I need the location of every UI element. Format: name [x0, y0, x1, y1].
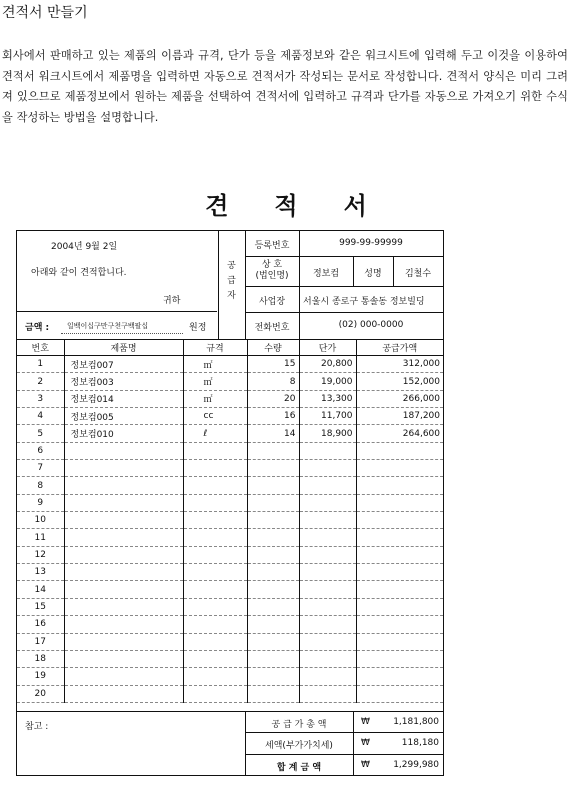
- table-row: [17, 650, 443, 667]
- table-row: [17, 616, 443, 633]
- col-qty-cell: [247, 633, 299, 650]
- col-no-cell: 10: [17, 512, 64, 529]
- table-row: [17, 512, 443, 529]
- rep-name-label: 성명: [364, 269, 382, 279]
- amount-unit: 원정: [189, 323, 207, 333]
- col-no-cell: 16: [17, 616, 64, 633]
- col-spec-cell: [183, 512, 247, 529]
- col-spec-cell: [183, 650, 247, 667]
- col-supply-amount-cell: [356, 616, 443, 633]
- col-product-cell: [64, 564, 183, 581]
- supply-total-label: 공 급 가 총 액: [271, 720, 327, 730]
- col-qty-cell: [247, 512, 299, 529]
- table-row: [17, 546, 443, 563]
- col-product-header: 제품명: [64, 340, 183, 356]
- col-product-cell: [64, 512, 183, 529]
- col-product-cell: [64, 633, 183, 650]
- col-qty-cell: [247, 477, 299, 494]
- col-qty-cell: [247, 546, 299, 563]
- col-supply-amount-cell: [356, 581, 443, 598]
- col-qty-cell: [247, 598, 299, 615]
- intro-paragraph: 회사에서 판매하고 있는 제품의 이름과 규격, 단가 등을 제품정보와 같은 워크시트에 입력해 두고 이것을 이용하여 견적서 워크시트에서 제품명을 입력하면 자동으로 견적서가 작성되는 문서로 작성합니다. 견적서 양식은 미리 그려져 있으므로 제품정보에서 원하는 제품을 선택하여 견적서에 입력하고 규격과 단가를 자동으로 가져오기 위한 수식을 작성하는 방법을 설명합니다.: [2, 49, 568, 124]
- col-supply-amount-cell: [356, 512, 443, 529]
- col-price-cell: 18,900: [299, 425, 356, 442]
- col-price-cell: [299, 546, 356, 563]
- amount-label: 금액 :: [25, 323, 50, 333]
- table-row: [17, 494, 443, 511]
- col-no-cell: 12: [17, 546, 64, 563]
- tax-value: 118,180: [401, 738, 439, 748]
- col-qty-cell: 16: [247, 408, 299, 425]
- quotation-sheet: [16, 230, 444, 776]
- col-price-cell: [299, 668, 356, 685]
- table-row: [17, 564, 443, 581]
- col-no-cell: 17: [17, 633, 64, 650]
- table-row: [17, 581, 443, 598]
- col-supply-amount-header: 공급가액: [356, 340, 443, 356]
- col-qty-cell: 8: [247, 373, 299, 390]
- col-supply-amount-cell: [356, 633, 443, 650]
- quote-date: 2004년 9월 2일: [51, 242, 118, 252]
- col-product-cell: [64, 581, 183, 598]
- col-spec-cell: [183, 442, 247, 459]
- col-spec-cell: [183, 598, 247, 615]
- table-row: [17, 356, 443, 373]
- col-supply-amount-cell: 152,000: [356, 373, 443, 390]
- col-product-cell: [64, 460, 183, 477]
- col-no-cell: 1: [17, 356, 64, 373]
- reg-no-label: 등록번호: [254, 241, 290, 251]
- col-price-cell: 19,000: [299, 373, 356, 390]
- col-price-cell: [299, 633, 356, 650]
- col-qty-cell: 15: [247, 356, 299, 373]
- col-product-cell: [64, 668, 183, 685]
- col-supply-amount-cell: 264,600: [356, 425, 443, 442]
- col-qty-cell: [247, 650, 299, 667]
- col-qty-cell: [247, 564, 299, 581]
- col-product-cell: [64, 598, 183, 615]
- col-price-cell: [299, 685, 356, 702]
- col-product-cell: [64, 685, 183, 702]
- col-product-cell: [64, 529, 183, 546]
- col-spec-cell: [183, 564, 247, 581]
- col-product-cell: [64, 616, 183, 633]
- col-spec-cell: [183, 494, 247, 511]
- col-no-cell: 20: [17, 685, 64, 702]
- table-row: [17, 633, 443, 650]
- col-no-cell: 14: [17, 581, 64, 598]
- address-label: 사업장: [258, 297, 286, 307]
- supply-total-value: 1,181,800: [393, 717, 439, 727]
- tax-currency: ₩: [361, 738, 370, 748]
- col-supply-amount-cell: [356, 564, 443, 581]
- col-qty-cell: 20: [247, 390, 299, 407]
- col-supply-amount-cell: 312,000: [356, 356, 443, 373]
- col-qty-header: 수량: [247, 340, 299, 356]
- note-label: 참고 :: [25, 722, 49, 732]
- col-price-cell: [299, 616, 356, 633]
- rep-name-value: 김철수: [404, 269, 432, 279]
- col-spec-cell: ㎡: [183, 373, 247, 390]
- col-product-cell: 정보컴014: [64, 390, 183, 407]
- col-spec-cell: [183, 529, 247, 546]
- table-row: [17, 668, 443, 685]
- company-label: 상 호 (법인명): [255, 260, 289, 281]
- col-no-header: 번호: [17, 340, 64, 356]
- col-price-cell: [299, 494, 356, 511]
- col-product-cell: [64, 650, 183, 667]
- col-supply-amount-cell: [356, 477, 443, 494]
- col-spec-cell: [183, 668, 247, 685]
- company-value: 정보컴: [312, 269, 340, 279]
- col-spec-cell: [183, 616, 247, 633]
- col-price-cell: [299, 477, 356, 494]
- tax-label: 세액(부가가치세): [265, 741, 333, 751]
- col-spec-cell: ℓ: [183, 425, 247, 442]
- col-price-cell: 13,300: [299, 390, 356, 407]
- col-supply-amount-cell: [356, 650, 443, 667]
- grand-total-label: 합 계 금 액: [276, 763, 322, 773]
- col-qty-cell: [247, 460, 299, 477]
- col-no-cell: 4: [17, 408, 64, 425]
- address-value: 서울시 종로구 통솔동 정보빌딩: [303, 297, 425, 307]
- col-supply-amount-cell: [356, 442, 443, 459]
- col-product-cell: 정보컴005: [64, 408, 183, 425]
- table-row: [17, 373, 443, 390]
- col-no-cell: 19: [17, 668, 64, 685]
- table-row: [17, 425, 443, 442]
- recipient-suffix: 귀하: [163, 296, 181, 306]
- col-supply-amount-cell: [356, 685, 443, 702]
- col-supply-amount-cell: [356, 494, 443, 511]
- col-supply-amount-cell: [356, 460, 443, 477]
- col-no-cell: 18: [17, 650, 64, 667]
- page-title: 견적서 만들기: [2, 5, 88, 21]
- col-no-cell: 5: [17, 425, 64, 442]
- col-price-cell: [299, 529, 356, 546]
- col-product-cell: [64, 442, 183, 459]
- supply-total-currency: ₩: [361, 717, 370, 727]
- col-spec-cell: [183, 477, 247, 494]
- col-price-cell: [299, 512, 356, 529]
- col-price-cell: [299, 598, 356, 615]
- col-qty-cell: 14: [247, 425, 299, 442]
- document-title: 견적서: [205, 191, 413, 220]
- phone-value: (02) 000-0000: [338, 320, 404, 330]
- table-row: [17, 390, 443, 407]
- col-supply-amount-cell: [356, 668, 443, 685]
- recipient-line: [17, 311, 217, 312]
- col-no-cell: 2: [17, 373, 64, 390]
- col-price-cell: [299, 581, 356, 598]
- supplier-side-label: 공급자: [227, 261, 236, 301]
- col-no-cell: 11: [17, 529, 64, 546]
- table-row: [17, 529, 443, 546]
- col-price-cell: [299, 460, 356, 477]
- col-qty-cell: [247, 494, 299, 511]
- col-qty-cell: [247, 442, 299, 459]
- col-product-cell: 정보컴007: [64, 356, 183, 373]
- table-row: [17, 408, 443, 425]
- reg-no-value: 999-99-99999: [339, 238, 403, 248]
- col-qty-cell: [247, 581, 299, 598]
- phone-label: 전화번호: [254, 323, 290, 333]
- grand-total-value: 1,299,980: [393, 760, 439, 770]
- col-spec-cell: [183, 546, 247, 563]
- col-no-cell: 13: [17, 564, 64, 581]
- col-qty-cell: [247, 668, 299, 685]
- grand-total-currency: ₩: [361, 760, 370, 770]
- col-product-cell: [64, 546, 183, 563]
- col-qty-cell: [247, 685, 299, 702]
- col-supply-amount-cell: [356, 546, 443, 563]
- col-price-cell: [299, 442, 356, 459]
- col-no-cell: 15: [17, 598, 64, 615]
- col-price-cell: [299, 564, 356, 581]
- table-row: [17, 598, 443, 615]
- col-spec-header: 규격: [183, 340, 247, 356]
- col-spec-cell: [183, 633, 247, 650]
- col-product-cell: 정보컴003: [64, 373, 183, 390]
- quote-phrase: 아래와 같이 견적합니다.: [31, 268, 127, 278]
- col-no-cell: 3: [17, 390, 64, 407]
- col-product-cell: 정보컴010: [64, 425, 183, 442]
- col-price-cell: 20,800: [299, 356, 356, 373]
- col-price-cell: 11,700: [299, 408, 356, 425]
- col-no-cell: 9: [17, 494, 64, 511]
- col-spec-cell: [183, 460, 247, 477]
- col-qty-cell: [247, 616, 299, 633]
- col-no-cell: 6: [17, 442, 64, 459]
- table-row: [17, 442, 443, 459]
- col-spec-cell: ㎡: [183, 356, 247, 373]
- col-product-cell: [64, 494, 183, 511]
- amount-in-words: 일백이십구만구천구백팔십: [67, 322, 149, 330]
- items-table: [17, 339, 443, 703]
- col-supply-amount-cell: 266,000: [356, 390, 443, 407]
- col-supply-amount-cell: 187,200: [356, 408, 443, 425]
- table-row: [17, 685, 443, 702]
- amount-underline: [61, 333, 183, 334]
- col-spec-cell: ㎡: [183, 390, 247, 407]
- col-price-header: 단가: [299, 340, 356, 356]
- col-spec-cell: [183, 685, 247, 702]
- col-spec-cell: [183, 581, 247, 598]
- table-row: [17, 477, 443, 494]
- col-no-cell: 7: [17, 460, 64, 477]
- col-qty-cell: [247, 529, 299, 546]
- table-row: [17, 460, 443, 477]
- col-price-cell: [299, 650, 356, 667]
- col-spec-cell: cc: [183, 408, 247, 425]
- col-supply-amount-cell: [356, 598, 443, 615]
- col-product-cell: [64, 477, 183, 494]
- col-supply-amount-cell: [356, 529, 443, 546]
- col-no-cell: 8: [17, 477, 64, 494]
